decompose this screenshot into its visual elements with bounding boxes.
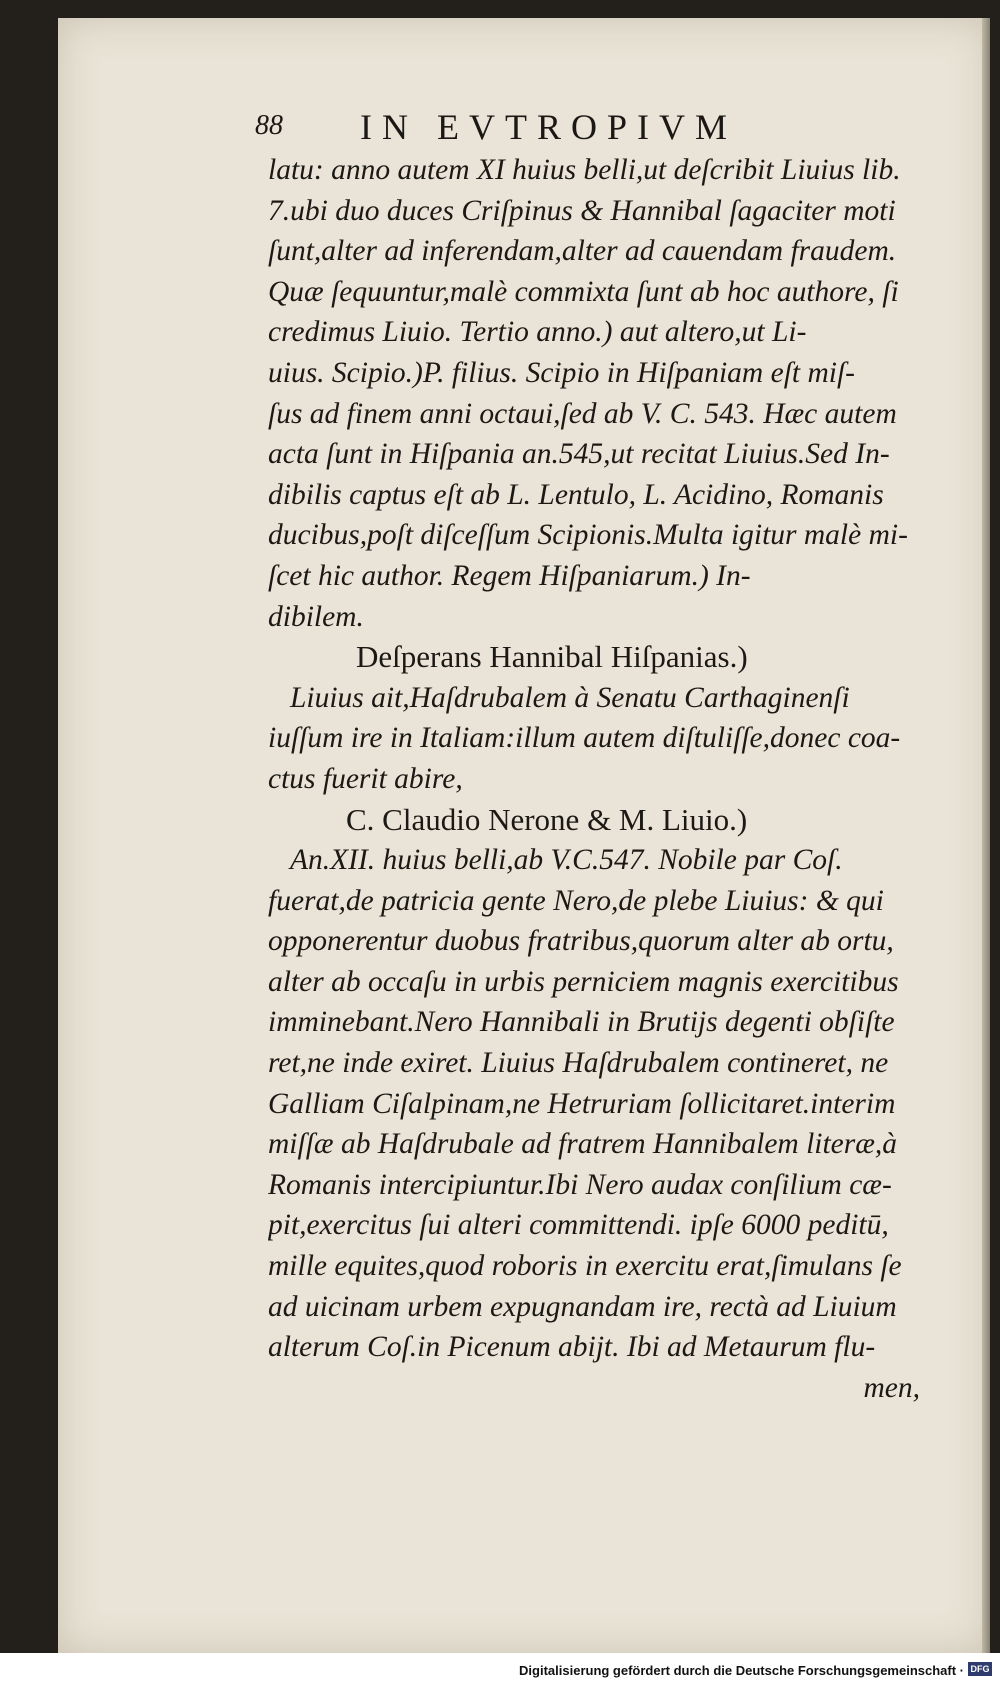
text-line: pit,exercitus ſui alteri committendi. ipſe 6000 peditū, (268, 1209, 889, 1242)
text-line: alterum Coſ.in Picenum abijt. Ibi ad Metaurum flu- (268, 1331, 876, 1364)
text-line: miſſæ ab Haſdrubale ad fratrem Hannibalem literæ,à (268, 1128, 898, 1161)
text-line: ſcet hic author. Regem Hiſpaniarum.) In- (268, 559, 751, 592)
footer-credit: Digitalisierung gefördert durch die Deutsche Forschungsgemeinschaft · (519, 1663, 964, 1678)
text-line: Galliam Ciſalpinam,ne Hetruriam ſollicitaret.interim (268, 1087, 896, 1120)
text-line: 7.ubi duo duces Criſpinus & Hannibal ſagaciter moti (268, 194, 896, 227)
section-heading: C. Claudio Nerone & M. Liuio.) (346, 801, 748, 837)
text-line: uius. Scipio.)P. filius. Scipio in Hiſpaniam eſt miſ- (268, 356, 855, 389)
text-line: ad uicinam urbem expugnandam ire, rectà ad Liuium (268, 1290, 897, 1323)
section-heading: Deſperans Hannibal Hiſpanias.) (356, 639, 748, 675)
text-line: opponerentur duobus fratribus,quorum alter ab ortu, (268, 925, 894, 958)
text-line: fuerat,de patricia gente Nero,de plebe Liuius: & qui (268, 884, 884, 917)
page-number: 88 (255, 110, 283, 141)
text-line: acta ſunt in Hiſpania an.545,ut recitat Liuius.Sed In- (268, 438, 890, 471)
text-line: iuſſum ire in Italiam:illum autem diſtuliſſe,donec coa- (268, 722, 901, 755)
text-line: imminebant.Nero Hannibali in Brutijs degenti obſiſte (268, 1006, 895, 1039)
footer-bar (0, 1653, 1000, 1687)
text-line: mille equites,quod roboris in exercitu erat,ſimulans ſe (268, 1250, 902, 1283)
text-line: An.XII. huius belli,ab V.C.547. Nobile par Coſ. (290, 844, 843, 877)
page-edge (982, 18, 990, 1653)
text-line: Quæ ſequuntur,malè commixta ſunt ab hoc authore, ſi (268, 275, 899, 308)
text-line: ctus fuerit abire, (268, 762, 463, 795)
body-text (268, 150, 940, 1408)
text-line: credimus Liuio. Tertio anno.) aut altero,ut Li- (268, 316, 807, 349)
dfg-logo-icon: DFG (968, 1662, 992, 1676)
text-line: alter ab occaſu in urbis perniciem magnis exercitibus (268, 965, 899, 998)
running-title: IN EVTROPIVM (360, 107, 737, 147)
text-line: dibilis captus eſt ab L. Lentulo, L. Acidino, Romanis (268, 478, 884, 511)
text-line: dibilem. (268, 600, 364, 633)
text-line: Liuius ait,Haſdrubalem à Senatu Carthaginenſi (290, 681, 850, 714)
text-line: ſunt,alter ad inferendam,alter ad cauendam fraudem. (268, 235, 897, 268)
text-line: ret,ne inde exiret. Liuius Haſdrubalem contineret, ne (268, 1047, 889, 1080)
text-line: ducibus,poſt diſceſſum Scipionis.Multa igitur malè mi- (268, 519, 908, 552)
text-line: Romanis intercipiuntur.Ibi Nero audax conſilium cæ- (268, 1168, 892, 1201)
text-line: men, (863, 1371, 920, 1404)
text-line: latu: anno autem XI huius belli,ut deſcribit Liuius lib. (268, 154, 901, 186)
text-line: ſus ad finem anni octaui,ſed ab V. C. 543. Hæc autem (268, 397, 897, 430)
